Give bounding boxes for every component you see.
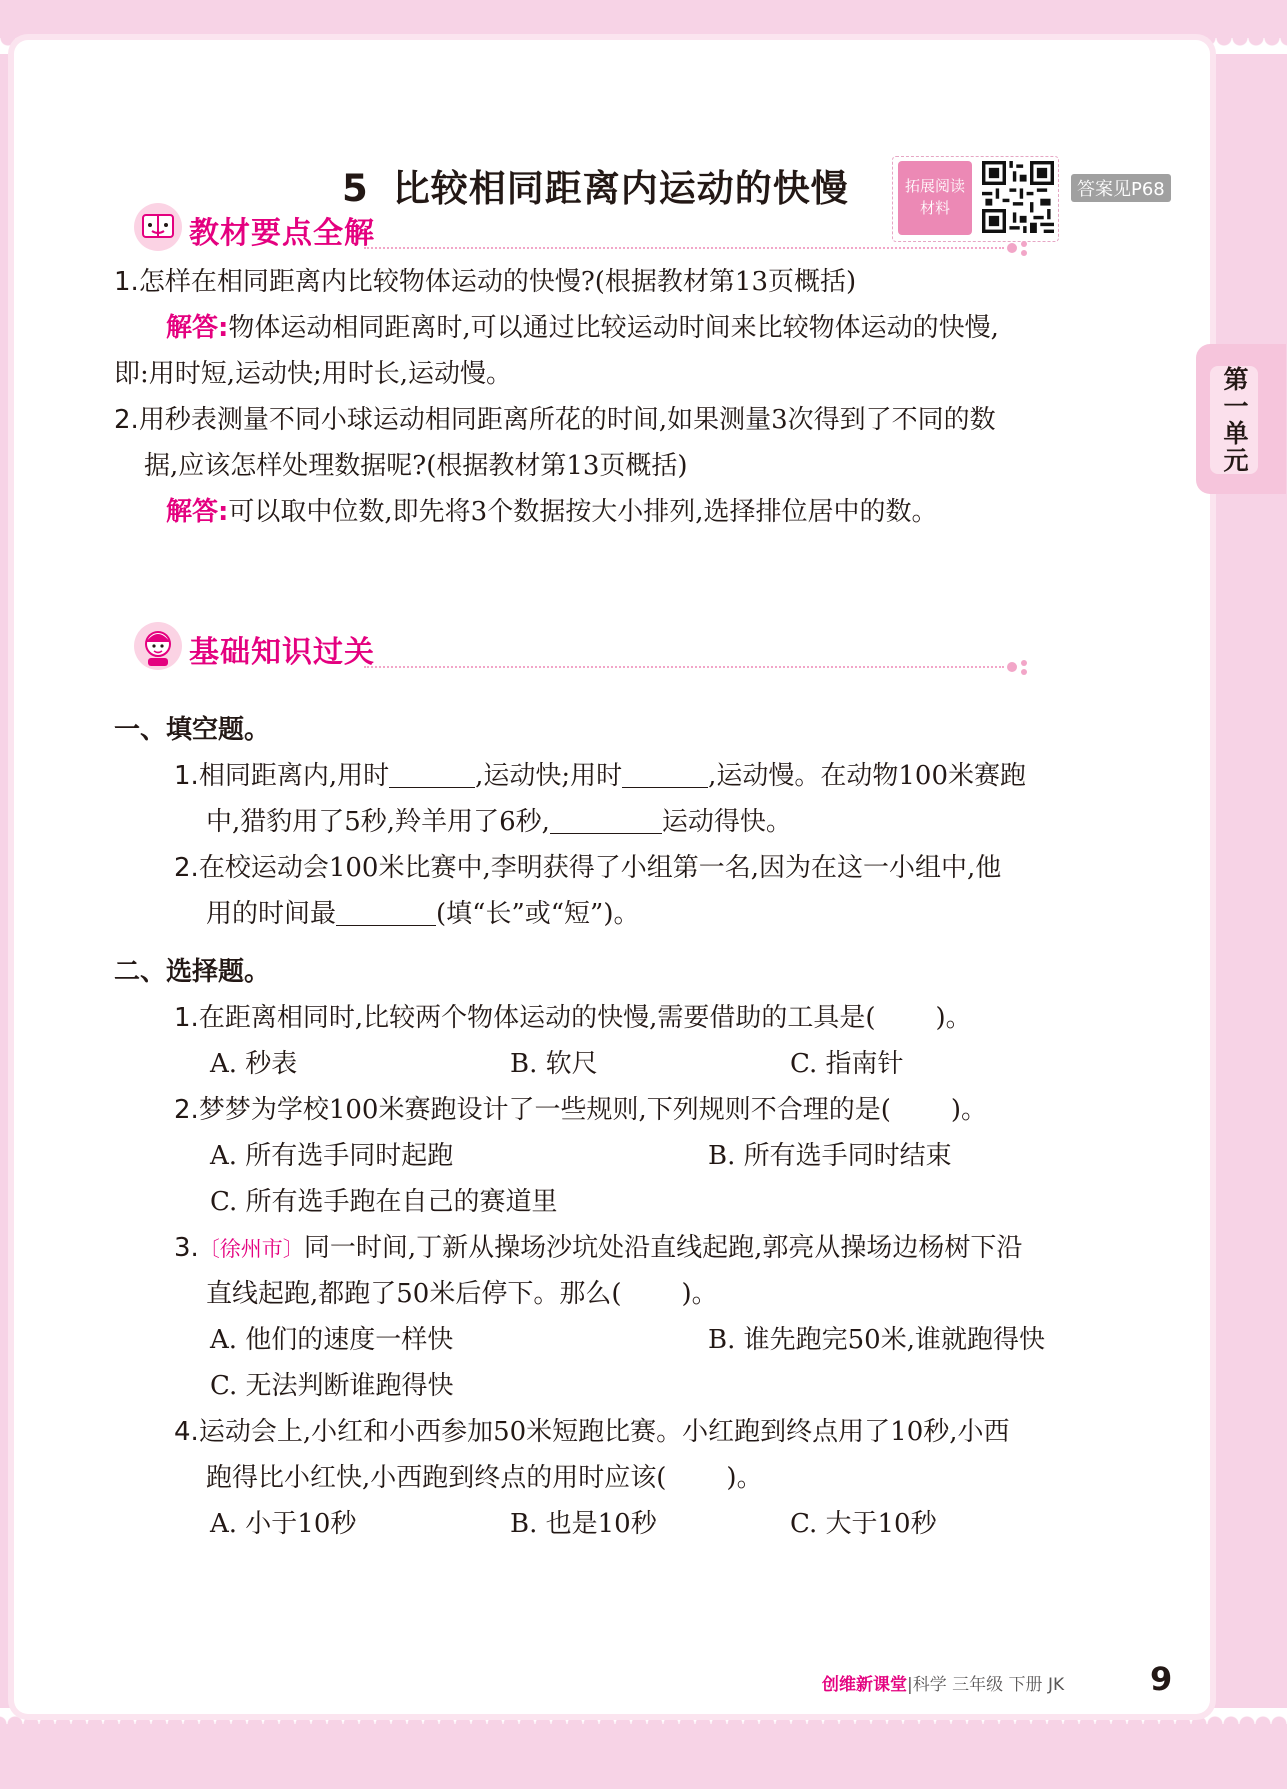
lesson-number: 5 [342, 167, 369, 210]
choice-question-4-cont: 跑得比小红快,小西跑到终点的用时应该( )。 [206, 1463, 763, 1493]
kp-answer-1-cont: 即:用时短,运动快;用时长,运动慢。 [114, 359, 513, 389]
answer-label: 解答: [166, 313, 229, 343]
ext-reading-label-1: 拓展阅读 [904, 177, 965, 195]
unit-label: 第一单元 [1210, 366, 1258, 474]
part-title-multiple-choice: 二、选择题。 [114, 957, 271, 987]
choice-1-option-b[interactable]: B. 软尺 [510, 1049, 598, 1079]
choice-4-option-b[interactable]: B. 也是10秒 [510, 1509, 657, 1539]
choice-question-3-cont: 直线起跑,都跑了50米后停下。那么( )。 [206, 1279, 718, 1309]
answer-label: 解答: [166, 497, 229, 527]
choice-question-3: 3.〔徐州市〕同一时间,丁新从操场沙坑处沿直线起跑,郭亮从操场边杨树下沿 [174, 1233, 1023, 1263]
choice-3-option-c[interactable]: C. 无法判断谁跑得快 [210, 1371, 454, 1401]
choice-1-option-c[interactable]: C. 指南针 [790, 1049, 904, 1079]
extended-reading-badge[interactable] [898, 161, 972, 235]
qr-code-icon[interactable] [982, 161, 1054, 233]
section-title-key-points: 教材要点全解 [189, 216, 375, 251]
answer-blank[interactable] [622, 757, 708, 788]
section-divider [364, 666, 1004, 668]
footer-brand: 创维新课堂 [822, 1675, 907, 1695]
choice-question-4: 4.运动会上,小红和小西参加50米短跑比赛。小红跑到终点用了10秒,小西 [174, 1417, 1010, 1447]
kp-question-1: 1.怎样在相同距离内比较物体运动的快慢?(根据教材第13页概括) [114, 267, 857, 297]
unit-side-tab[interactable] [1196, 344, 1286, 494]
choice-1-option-a[interactable]: A. 秒表 [210, 1049, 298, 1079]
section-divider [364, 247, 1004, 249]
choice-question-1: 1.在距离相同时,比较两个物体运动的快慢,需要借助的工具是( )。 [174, 1003, 972, 1033]
choice-4-option-a[interactable]: A. 小于10秒 [210, 1509, 357, 1539]
section-title-basic-knowledge: 基础知识过关 [189, 635, 375, 670]
footer-info [822, 1670, 1064, 1695]
kp-question-2-cont: 据,应该怎样处理数据呢?(根据教材第13页概括) [144, 451, 688, 481]
choice-2-option-a[interactable]: A. 所有选手同时起跑 [210, 1141, 454, 1171]
fill-question-1-cont: 中,猎豹用了5秒,羚羊用了6秒, 运动得快。 [206, 796, 792, 848]
answer-blank[interactable] [336, 895, 436, 926]
fill-question-2: 2.在校运动会100米比赛中,李明获得了小组第一名,因为在这一小组中,他 [174, 853, 1002, 883]
choice-2-option-c[interactable]: C. 所有选手跑在自己的赛道里 [210, 1187, 558, 1217]
lesson-title-text: 比较相同距离内运动的快慢 [392, 167, 849, 210]
dots-ornament-icon [1004, 657, 1034, 677]
answer-blank[interactable] [389, 757, 475, 788]
page-sheet [14, 40, 1210, 1714]
choice-4-option-c[interactable]: C. 大于10秒 [790, 1509, 937, 1539]
answer-reference-badge: 答案见P68 [1071, 174, 1171, 202]
page-number: 9 [1150, 1660, 1173, 1698]
choice-3-option-a[interactable]: A. 他们的速度一样快 [210, 1325, 454, 1355]
footer-subject: |科学 三年级 下册 JK [907, 1675, 1065, 1695]
choice-question-2: 2.梦梦为学校100米赛跑设计了一些规则,下列规则不合理的是( )。 [174, 1095, 988, 1125]
dots-ornament-icon [1004, 238, 1034, 258]
kp-question-2: 2.用秒表测量不同小球运动相同距离所花的时间,如果测量3次得到了不同的数 [114, 405, 996, 435]
answer-blank[interactable] [550, 803, 662, 834]
kp-answer-1: 解答:物体运动相同距离时,可以通过比较运动时间来比较物体运动的快慢, [166, 313, 999, 343]
choice-3-option-b[interactable]: B. 谁先跑完50米,谁就跑得快 [708, 1325, 1045, 1355]
fill-question-1: 1.相同距离内,用时 ,运动快;用时 ,运动慢。在动物100米赛跑 [174, 750, 1026, 802]
kp-answer-2: 解答:可以取中位数,即先将3个数据按大小排列,选择排位居中的数。 [166, 497, 938, 527]
girl-cartoon-icon [132, 620, 184, 672]
lesson-title [342, 158, 849, 212]
choice-2-option-b[interactable]: B. 所有选手同时结束 [708, 1141, 952, 1171]
book-cartoon-icon [132, 201, 184, 253]
fill-question-2-cont: 用的时间最 (填“长”或“短”)。 [206, 888, 639, 940]
ext-reading-label-2: 材料 [919, 199, 950, 217]
region-tag: 〔徐州市〕 [198, 1237, 304, 1261]
part-title-fill-blank: 一、填空题。 [114, 715, 271, 745]
